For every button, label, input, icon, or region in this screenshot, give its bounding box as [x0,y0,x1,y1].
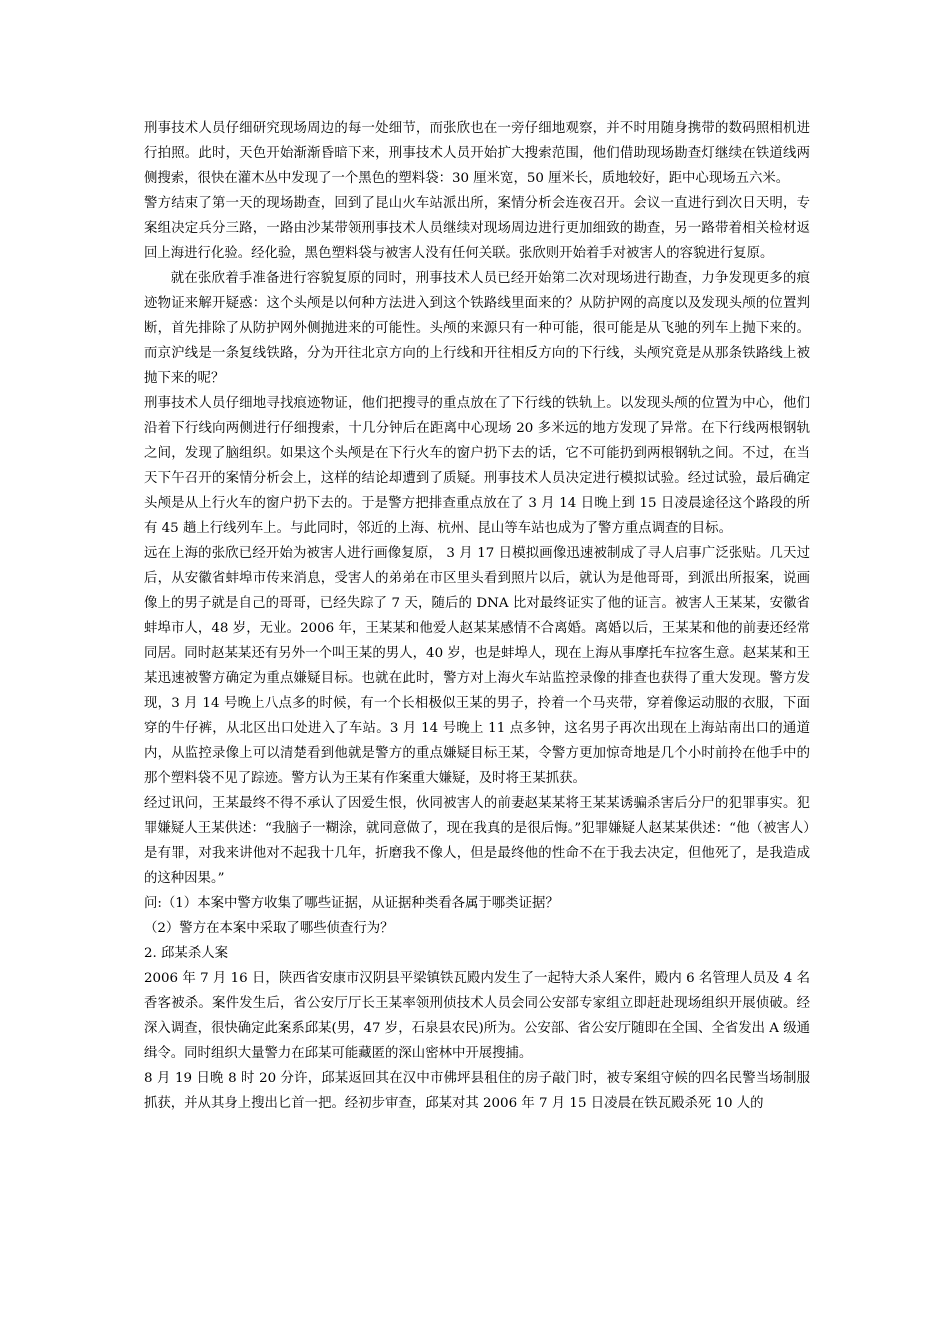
question-line: （2）警方在本案中采取了哪些侦查行为？ [144,921,394,936]
question-line: 问:（1）本案中警方收集了哪些证据，从证据种类看各属于哪类证据？ [144,896,559,911]
document-page [144,116,810,1116]
paragraph: 刑事技术人员仔细研究现场周边的每一处细节，而张欣也在一旁仔细地观察，并不时用随身携带的数码照相机进行拍照。此时，天色开始渐渐昏暗下来，刑事技术人员开始扩大搜索范围，他们借助现场勘查灯继续在铁道线两侧搜索，很快在灌木丛中发现了一个黑色的塑料袋：30 厘米宽，50 厘米长，质地较好，距中心现场五六米。 [144,121,810,186]
section-heading: 2. 邱某杀人案 [144,946,228,961]
paragraph: 刑事技术人员仔细地寻找痕迹物证，他们把搜寻的重点放在了下行线的铁轨上。以发现头颅的位置为中心，他们沿着下行线向两侧进行仔细搜索，十几分钟后在距离中心现场 20 多米远的地方发现了异常。在下行线两根钢轨之间，发现了脑组织。如果这个头颅是在下行火车的窗户扔下去的话，它不可能扔到两根钢轨之间。不过，在当天下午召开的案情分析会上，这样的结论却遭到了质疑。刑事技术人员决定进行模拟试验。经过试验，最后确定头颅是从上行火车的窗户扔下去的。于是警方把排查重点放在了 3 月 14 日晚上到 15 日凌晨途径这个路段的所有 45 趟上行线列车上。与此同时，邻近的上海、杭州、昆山等车站也成为了警方重点调查的目标。 [144,396,810,536]
paragraph: 警方结束了第一天的现场勘查，回到了昆山火车站派出所，案情分析会连夜召开。会议一直进行到次日天明，专案组决定兵分三路，一路由沙某带领刑事技术人员继续对现场周边进行更加细致的勘查，另一路带着相关检材返回上海进行化验。经化验，黑色塑料袋与被害人没有任何关联。张欣则开始着手对被害人的容貌进行复原。 [144,196,810,261]
paragraph: 8 月 19 日晚 8 时 20 分许，邱某返回其在汉中市佛坪县租住的房子敲门时，被专案组守候的四名民警当场制服抓获，并从其身上搜出匕首一把。经初步审查，邱某对其 2006 年 7 月 15 日凌晨在铁瓦殿杀死 10 人的 [144,1071,810,1111]
paragraph: 远在上海的张欣已经开始为被害人进行画像复原， 3 月 17 日模拟画像迅速被制成了寻人启事广泛张贴。几天过后，从安徽省蚌埠市传来消息，受害人的弟弟在市区里头看到照片以后，就认为是他哥哥，到派出所报案，说画像上的男子就是自己的哥哥，已经失踪了 7 天，随后的 DNA 比对最终证实了他的证言。被害人王某某，安徽省蚌埠市人，48 岁，无业。2006 年，王某某和他爱人赵某某感情不合离婚。离婚以后，王某某和他的前妻还经常同居。同时赵某某还有另外一个叫王某的男人，40 岁，也是蚌埠人，现在上海从事摩托车拉客生意。赵某某和王某迅速被警方确定为重点嫌疑目标。也就在此时，警方对上海火车站监控录像的排查也获得了重大发现。警方发现，3 月 14 号晚上八点多的时候，有一个长相极似王某的男子，拎着一个马夹带，穿着像运动服的衣服，下面穿的牛仔裤，从北区出口处进入了车站。3 月 14 号晚上 11 点多钟，这名男子再次出现在上海站南出口的通道内，从监控录像上可以清楚看到他就是警方的重点嫌疑目标王某，令警方更加惊奇地是几个小时前拎在他手中的那个塑料袋不见了踪迹。警方认为王某有作案重大嫌疑，及时将王某抓获。 [144,546,810,786]
paragraph: 经过讯问，王某最终不得不承认了因爱生恨，伙同被害人的前妻赵某某将王某某诱骗杀害后分尸的犯罪事实。犯罪嫌疑人王某供述：“我脑子一糊涂，就同意做了，现在我真的是很后悔。”犯罪嫌疑人赵某某供述：“他（被害人）是有罪，对我来讲他对不起我十几年，折磨我不像人，但是最终他的性命不在于我去决定，但他死了，是我造成的这种因果。” [144,796,810,886]
paragraph: 就在张欣着手准备进行容貌复原的同时，刑事技术人员已经开始第二次对现场进行勘查，力争发现更多的痕迹物证来解开疑惑：这个头颅是以何种方法进入到这个铁路线里面来的？从防护网的高度以及发现头颅的位置判断，首先排除了从防护网外侧抛进来的可能性。头颅的来源只有一种可能，很可能是从飞驰的列车上抛下来的。而京沪线是一条复线铁路，分为开往北京方向的上行线和开往相反方向的下行线，头颅究竟是从那条铁路线上被抛下来的呢？ [144,271,810,386]
paragraph: 2006 年 7 月 16 日，陕西省安康市汉阴县平梁镇铁瓦殿内发生了一起特大杀人案件，殿内 6 名管理人员及 4 名香客被杀。案件发生后，省公安厅厅长王某率领刑侦技术人员会同公安部专家组立即赶赴现场组织开展侦破。经深入调查，很快确定此案系邱某(男，47 岁，石泉县农民)所为。公安部、省公安厅随即在全国、全省发出 A 级通缉令。同时组织大量警力在邱某可能藏匿的深山密林中开展搜捕。 [144,971,810,1061]
